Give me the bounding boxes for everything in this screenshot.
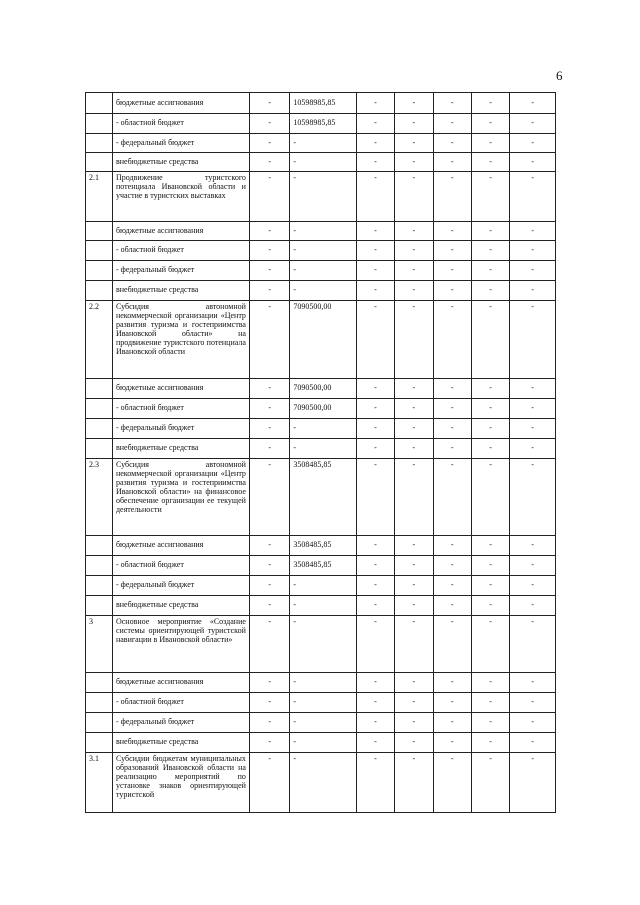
table-row [86,439,556,459]
row-number-cell [86,134,113,153]
value-cell: - [433,673,471,693]
value-cell: - [249,713,289,733]
value-cell: - [290,616,356,673]
value-cell: - [249,596,289,616]
value-cell: - [433,241,471,261]
value-cell: - [510,693,556,713]
value-cell: - [395,93,433,114]
value-cell: 3508485,85 [290,556,356,576]
table-row [86,536,556,556]
row-name-cell: Продвижение туристского потенциала Ивановской области и участие в туристских выставках [112,172,249,222]
value-cell: - [395,301,433,379]
table-row [86,753,556,813]
value-cell: - [433,153,471,172]
value-cell: - [471,616,509,673]
value-cell: - [510,241,556,261]
table-row [86,713,556,733]
value-cell: - [395,134,433,153]
value-cell: - [395,733,433,753]
value-cell: - [471,399,509,419]
row-name-cell: внебюджетные средства [112,733,249,753]
value-cell: - [471,153,509,172]
value-cell: - [471,693,509,713]
value-cell: - [471,459,509,536]
row-number-cell [86,536,113,556]
value-cell: - [471,222,509,241]
value-cell: - [249,281,289,301]
value-cell: - [433,536,471,556]
value-cell: - [249,419,289,439]
value-cell: - [433,713,471,733]
value-cell: - [395,419,433,439]
value-cell: - [510,616,556,673]
table-row [86,222,556,241]
value-cell: - [249,616,289,673]
row-name-cell: внебюджетные средства [112,281,249,301]
value-cell: - [249,693,289,713]
value-cell: - [471,93,509,114]
row-name-cell: внебюджетные средства [112,439,249,459]
row-number-cell [86,596,113,616]
value-cell: - [290,576,356,596]
table-row [86,419,556,439]
value-cell: - [249,379,289,399]
value-cell: - [471,596,509,616]
value-cell: 3508485,85 [290,459,356,536]
row-name-cell: Субсидия автономной некоммерческой организации «Центр развития туризма и гостеприимства Ивановской области» на финансовое обеспечение организации ее текущей деятельности [112,459,249,536]
value-cell: - [395,459,433,536]
table-row [86,153,556,172]
value-cell: - [249,222,289,241]
row-name-cell: внебюджетные средства [112,596,249,616]
table-row [86,134,556,153]
value-cell: - [290,172,356,222]
value-cell: - [433,134,471,153]
value-cell: - [290,693,356,713]
row-number-cell: 3.1 [86,753,113,813]
row-name-cell: Основное мероприятие «Создание системы ориентирующей туристской навигации в Ивановской области» [112,616,249,673]
value-cell: - [249,241,289,261]
value-cell: - [356,222,394,241]
value-cell: - [356,172,394,222]
value-cell: - [433,459,471,536]
value-cell: - [356,596,394,616]
value-cell: - [395,222,433,241]
table-row [86,172,556,222]
value-cell: - [356,261,394,281]
row-number-cell [86,241,113,261]
value-cell: - [433,261,471,281]
value-cell: - [356,114,394,134]
value-cell: - [356,713,394,733]
value-cell: - [433,753,471,813]
row-number-cell: 2.3 [86,459,113,536]
value-cell: - [510,536,556,556]
row-number-cell [86,399,113,419]
budget-table [85,92,556,813]
value-cell: - [356,419,394,439]
table-row [86,93,556,114]
value-cell: - [510,576,556,596]
table-row [86,693,556,713]
row-name-cell: - федеральный бюджет [112,713,249,733]
table-row [86,673,556,693]
value-cell: - [356,556,394,576]
value-cell: - [395,172,433,222]
value-cell: - [433,596,471,616]
row-number-cell [86,379,113,399]
value-cell: - [510,556,556,576]
value-cell: - [249,536,289,556]
value-cell: - [356,153,394,172]
value-cell: - [510,733,556,753]
value-cell: - [510,753,556,813]
page-number: 6 [556,68,563,83]
value-cell: - [395,616,433,673]
row-number-cell [86,693,113,713]
value-cell: - [290,713,356,733]
value-cell: 7090500,00 [290,399,356,419]
value-cell: - [471,241,509,261]
row-number-cell [86,673,113,693]
value-cell: - [471,536,509,556]
value-cell: - [249,399,289,419]
value-cell: - [249,576,289,596]
table-row [86,596,556,616]
value-cell: - [471,379,509,399]
value-cell: - [395,399,433,419]
value-cell: - [249,459,289,536]
value-cell: - [471,556,509,576]
row-number-cell [86,222,113,241]
value-cell: - [356,693,394,713]
row-name-cell: бюджетные ассигнования [112,222,249,241]
value-cell: - [510,596,556,616]
table-row [86,261,556,281]
row-name-cell: Субсидия автономной некоммерческой организации «Центр развития туризма и гостеприимства Ивановской области» на продвижение туристского потенциала Ивановской области [112,301,249,379]
value-cell: - [356,281,394,301]
table-row [86,616,556,673]
row-name-cell: внебюджетные средства [112,153,249,172]
table-row [86,241,556,261]
value-cell: - [290,439,356,459]
value-cell: - [356,439,394,459]
value-cell: - [395,556,433,576]
row-number-cell: 2.1 [86,172,113,222]
value-cell: - [395,281,433,301]
value-cell: - [356,399,394,419]
value-cell: - [249,114,289,134]
value-cell: - [510,301,556,379]
value-cell: - [471,261,509,281]
value-cell: - [433,93,471,114]
row-number-cell [86,281,113,301]
value-cell: - [471,576,509,596]
value-cell: 3508485,85 [290,536,356,556]
row-name-cell: Субсидии бюджетам муниципальных образований Ивановской области на реализацию мероприятий по установке знаков ориентирующей туристской [112,753,249,813]
row-name-cell: - федеральный бюджет [112,134,249,153]
row-name-cell: - федеральный бюджет [112,419,249,439]
value-cell: 10598985,85 [290,114,356,134]
row-name-cell: - областной бюджет [112,241,249,261]
value-cell: - [356,576,394,596]
row-number-cell [86,261,113,281]
value-cell: - [395,153,433,172]
value-cell: - [356,673,394,693]
row-name-cell: - федеральный бюджет [112,261,249,281]
row-number-cell [86,439,113,459]
value-cell: - [356,459,394,536]
value-cell: - [249,172,289,222]
value-cell: - [510,261,556,281]
row-name-cell: - областной бюджет [112,556,249,576]
value-cell: - [395,536,433,556]
value-cell: - [510,439,556,459]
table-row [86,114,556,134]
value-cell: - [249,556,289,576]
row-number-cell [86,576,113,596]
value-cell: - [510,93,556,114]
value-cell: - [356,134,394,153]
value-cell: - [433,222,471,241]
value-cell: - [290,261,356,281]
value-cell: - [356,301,394,379]
value-cell: - [510,153,556,172]
table-row [86,733,556,753]
value-cell: - [395,693,433,713]
table-row [86,281,556,301]
value-cell: - [356,753,394,813]
value-cell: - [249,439,289,459]
value-cell: - [510,419,556,439]
value-cell: - [510,459,556,536]
row-number-cell [86,713,113,733]
row-name-cell: бюджетные ассигнования [112,379,249,399]
value-cell: - [510,713,556,733]
value-cell: - [471,753,509,813]
table-row [86,576,556,596]
value-cell: - [433,439,471,459]
value-cell: - [510,172,556,222]
value-cell: - [433,281,471,301]
value-cell: - [290,419,356,439]
value-cell: - [510,281,556,301]
value-cell: - [395,713,433,733]
value-cell: - [471,114,509,134]
row-name-cell: бюджетные ассигнования [112,93,249,114]
value-cell: - [395,753,433,813]
value-cell: - [356,379,394,399]
row-number-cell [86,419,113,439]
value-cell: - [471,673,509,693]
row-name-cell: - областной бюджет [112,114,249,134]
row-number-cell [86,733,113,753]
value-cell: - [471,733,509,753]
value-cell: - [433,399,471,419]
value-cell: - [433,172,471,222]
value-cell: - [433,733,471,753]
value-cell: - [395,114,433,134]
value-cell: - [290,596,356,616]
value-cell: - [433,114,471,134]
value-cell: - [471,713,509,733]
value-cell: - [433,379,471,399]
value-cell: - [249,153,289,172]
value-cell: - [510,114,556,134]
value-cell: 10598985,85 [290,93,356,114]
value-cell: - [433,693,471,713]
value-cell: - [395,261,433,281]
value-cell: - [510,134,556,153]
value-cell: - [249,261,289,281]
value-cell: - [249,301,289,379]
value-cell: - [356,93,394,114]
value-cell: - [290,753,356,813]
row-number-cell [86,93,113,114]
row-number-cell [86,556,113,576]
value-cell: - [290,222,356,241]
value-cell: - [471,281,509,301]
row-number-cell: 3 [86,616,113,673]
value-cell: - [249,753,289,813]
row-name-cell: - областной бюджет [112,693,249,713]
value-cell: - [510,222,556,241]
value-cell: - [249,134,289,153]
table-row [86,379,556,399]
value-cell: - [356,536,394,556]
value-cell: - [356,733,394,753]
table-row [86,459,556,536]
row-name-cell: бюджетные ассигнования [112,536,249,556]
value-cell: - [471,172,509,222]
value-cell: - [249,93,289,114]
value-cell: - [471,134,509,153]
value-cell: - [471,301,509,379]
value-cell: - [433,556,471,576]
value-cell: - [510,379,556,399]
value-cell: 7090500,00 [290,301,356,379]
value-cell: - [471,419,509,439]
row-name-cell: - федеральный бюджет [112,576,249,596]
row-name-cell: - областной бюджет [112,399,249,419]
value-cell: - [395,241,433,261]
row-number-cell: 2.2 [86,301,113,379]
value-cell: - [510,399,556,419]
row-name-cell: бюджетные ассигнования [112,673,249,693]
value-cell: - [433,576,471,596]
value-cell: - [249,733,289,753]
value-cell: - [356,616,394,673]
table-row [86,399,556,419]
value-cell: - [290,673,356,693]
value-cell: - [395,379,433,399]
value-cell: - [433,616,471,673]
value-cell: - [471,439,509,459]
table-row [86,556,556,576]
value-cell: - [510,673,556,693]
table-row [86,301,556,379]
value-cell: - [290,153,356,172]
value-cell: - [433,419,471,439]
value-cell: - [433,301,471,379]
value-cell: - [395,439,433,459]
budget-table-body [86,93,556,813]
value-cell: - [290,134,356,153]
value-cell: - [249,673,289,693]
value-cell: - [290,281,356,301]
value-cell: - [395,673,433,693]
value-cell: 7090500,00 [290,379,356,399]
row-number-cell [86,153,113,172]
value-cell: - [290,733,356,753]
value-cell: - [290,241,356,261]
value-cell: - [356,241,394,261]
value-cell: - [395,576,433,596]
row-number-cell [86,114,113,134]
value-cell: - [395,596,433,616]
